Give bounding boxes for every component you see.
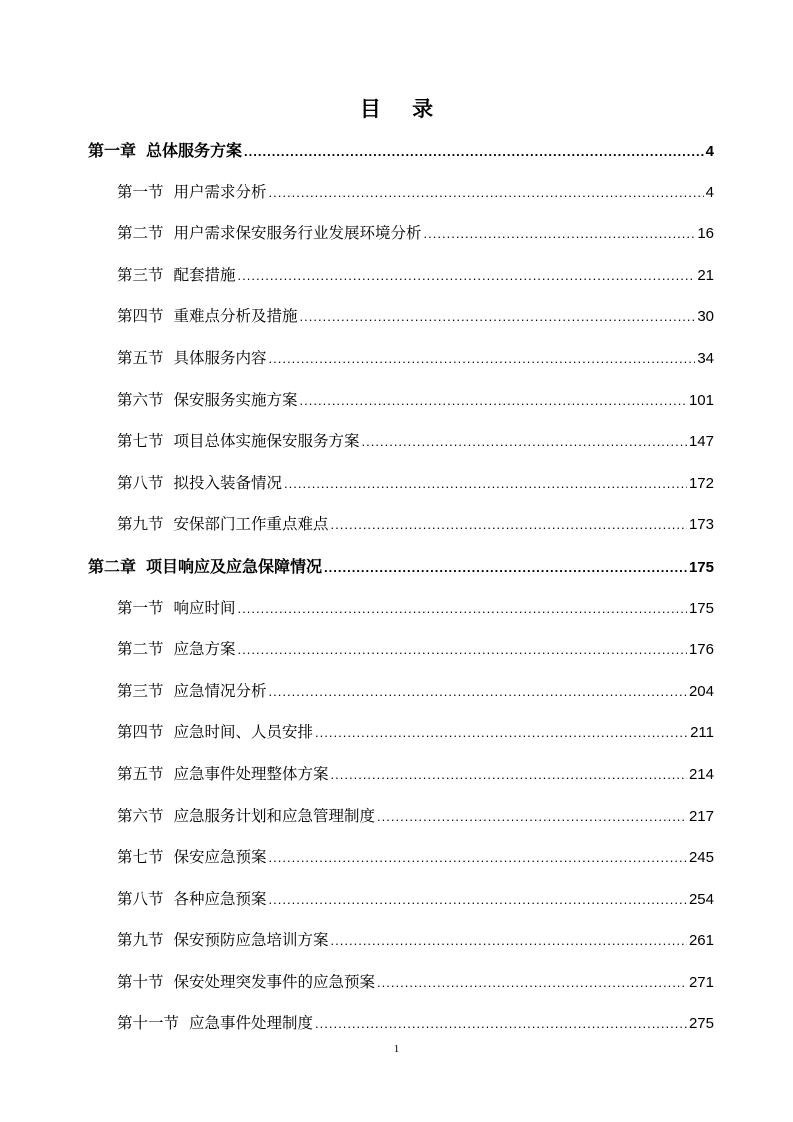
dot-leader [269,671,687,713]
toc-section-entry[interactable] [88,421,714,463]
toc-entry-page: 176 [688,641,714,659]
dot-leader [244,131,704,173]
dot-leader [331,920,687,962]
toc-entry-title: 保安服务实施方案 [173,390,298,409]
toc-entry-label [117,1003,313,1045]
toc-section-entry[interactable] [88,588,714,630]
page-title: 目 录 [359,97,446,121]
toc-entry-number: 第一章 [88,141,137,160]
toc-entry-page: 4 [705,143,714,160]
toc-entry-page: 21 [697,266,714,284]
toc-entry-number: 第八节 [117,473,164,492]
dot-leader [269,837,687,879]
dot-leader [238,629,687,671]
toc-entry-number: 第一节 [117,182,164,201]
toc-entry-label [117,421,360,463]
toc-entry-page: 275 [688,1015,714,1033]
toc-entry-page: 172 [688,474,714,492]
toc-entry-label [117,172,267,214]
toc-entry-label [117,588,236,630]
toc-entry-title: 应急服务计划和应急管理制度 [173,806,376,825]
dot-leader [362,421,687,463]
toc-entry-title: 保安应急预案 [173,848,267,867]
table-of-contents [88,130,714,1045]
toc-entry-page: 254 [688,890,714,908]
toc-section-entry[interactable] [88,920,714,962]
toc-section-entry[interactable] [88,1003,714,1045]
toc-entry-title: 具体服务内容 [173,348,267,367]
toc-entry-number: 第三节 [117,265,164,284]
toc-section-entry[interactable] [88,754,714,796]
toc-section-entry[interactable] [88,338,714,380]
dot-leader [269,338,696,380]
toc-entry-title: 各种应急预案 [173,889,267,908]
toc-entry-number: 第四节 [117,723,164,742]
dot-leader [300,296,696,338]
toc-entry-page: 173 [688,516,714,534]
toc-entry-title: 应急方案 [173,640,236,659]
toc-entry-label [117,463,282,505]
dot-leader [300,380,687,422]
toc-entry-label [88,130,242,172]
toc-entry-title: 总体服务方案 [146,141,243,160]
toc-entry-number: 第二节 [117,224,164,243]
dot-leader [424,213,696,255]
toc-section-entry[interactable] [88,504,714,546]
toc-entry-label [117,213,422,255]
toc-entry-number: 第六节 [117,806,164,825]
toc-section-entry[interactable] [88,629,714,671]
dot-leader [331,754,687,796]
toc-entry-number: 第六节 [117,390,164,409]
toc-section-entry[interactable] [88,712,714,754]
toc-entry-title: 安保部门工作重点难点 [173,515,329,534]
toc-entry-number: 第三节 [117,681,164,700]
toc-entry-title: 应急时间、人员安排 [173,723,314,742]
toc-entry-label [117,920,329,962]
toc-entry-title: 应急情况分析 [173,681,267,700]
toc-entry-page: 175 [688,558,714,576]
dot-leader [331,504,687,546]
toc-section-entry[interactable] [88,296,714,338]
toc-entry-title: 响应时间 [173,598,236,617]
toc-entry-number: 第五节 [117,348,164,367]
dot-leader [284,463,687,505]
toc-entry-number: 第七节 [117,432,164,451]
toc-chapter-entry[interactable] [88,130,714,172]
toc-entry-page: 204 [688,682,714,700]
toc-section-entry[interactable] [88,796,714,838]
toc-entry-label [117,504,329,546]
toc-section-entry[interactable] [88,255,714,297]
toc-section-entry[interactable] [88,380,714,422]
toc-entry-number: 第九节 [117,931,164,950]
toc-entry-title: 拟投入装备情况 [173,473,283,492]
toc-section-entry[interactable] [88,837,714,879]
toc-entry-number: 第一节 [117,598,164,617]
toc-entry-page: 261 [688,932,714,950]
dot-leader [324,547,687,589]
dot-leader [315,1003,687,1045]
toc-entry-title: 保安预防应急培训方案 [173,931,329,950]
toc-entry-title: 用户需求分析 [173,182,267,201]
toc-entry-title: 项目总体实施保安服务方案 [173,432,360,451]
toc-entry-page: 175 [688,599,714,617]
toc-entry-page: 30 [697,308,714,326]
toc-entry-title: 配套措施 [173,265,236,284]
toc-entry-label [117,796,375,838]
dot-leader [269,172,704,214]
toc-entry-number: 第十节 [117,972,164,991]
toc-entry-title: 重难点分析及措施 [173,307,298,326]
toc-entry-number: 第七节 [117,848,164,867]
toc-entry-page: 34 [697,349,714,367]
toc-entry-page: 214 [688,765,714,783]
toc-section-entry[interactable] [88,463,714,505]
toc-entry-page: 4 [705,183,714,201]
toc-entry-page: 245 [688,849,714,867]
toc-entry-label [117,338,267,380]
toc-chapter-entry[interactable] [88,546,714,588]
dot-leader [377,796,687,838]
toc-entry-label [117,879,267,921]
toc-section-entry[interactable] [88,962,714,1004]
toc-entry-page: 271 [688,973,714,991]
dot-leader [238,255,696,297]
toc-entry-title: 应急事件处理整体方案 [173,764,329,783]
toc-entry-label [117,296,298,338]
toc-entry-label [117,671,267,713]
toc-entry-label [88,546,322,588]
toc-section-entry[interactable] [88,879,714,921]
toc-entry-label [117,255,236,297]
toc-entry-number: 第二节 [117,640,164,659]
toc-entry-label [117,380,298,422]
toc-entry-number: 第九节 [117,515,164,534]
toc-entry-label [117,712,313,754]
toc-section-entry[interactable] [88,671,714,713]
toc-entry-title: 应急事件处理制度 [189,1014,314,1033]
toc-entry-number: 第八节 [117,889,164,908]
dot-leader [315,712,688,754]
dot-leader [377,962,687,1004]
dot-leader [238,588,687,630]
dot-leader [269,879,687,921]
toc-entry-page: 217 [688,807,714,825]
toc-entry-label [117,962,375,1004]
page-number: 1 [393,1043,400,1055]
toc-entry-title: 项目响应及应急保障情况 [146,556,323,576]
toc-entry-number: 第四节 [117,307,164,326]
toc-entry-title: 用户需求保安服务行业发展环境分析 [173,224,422,243]
toc-entry-page: 16 [697,225,714,243]
toc-entry-number: 第十一节 [117,1014,180,1033]
toc-section-entry[interactable] [88,213,714,255]
toc-entry-label [117,754,329,796]
toc-entry-label [117,837,267,879]
toc-entry-number: 第五节 [117,764,164,783]
toc-entry-label [117,629,236,671]
toc-section-entry[interactable] [88,172,714,214]
toc-entry-title: 保安处理突发事件的应急预案 [173,972,376,991]
toc-entry-page: 101 [688,391,714,409]
toc-entry-page: 211 [690,724,714,742]
toc-entry-page: 147 [688,433,714,451]
toc-entry-number: 第二章 [88,556,137,576]
